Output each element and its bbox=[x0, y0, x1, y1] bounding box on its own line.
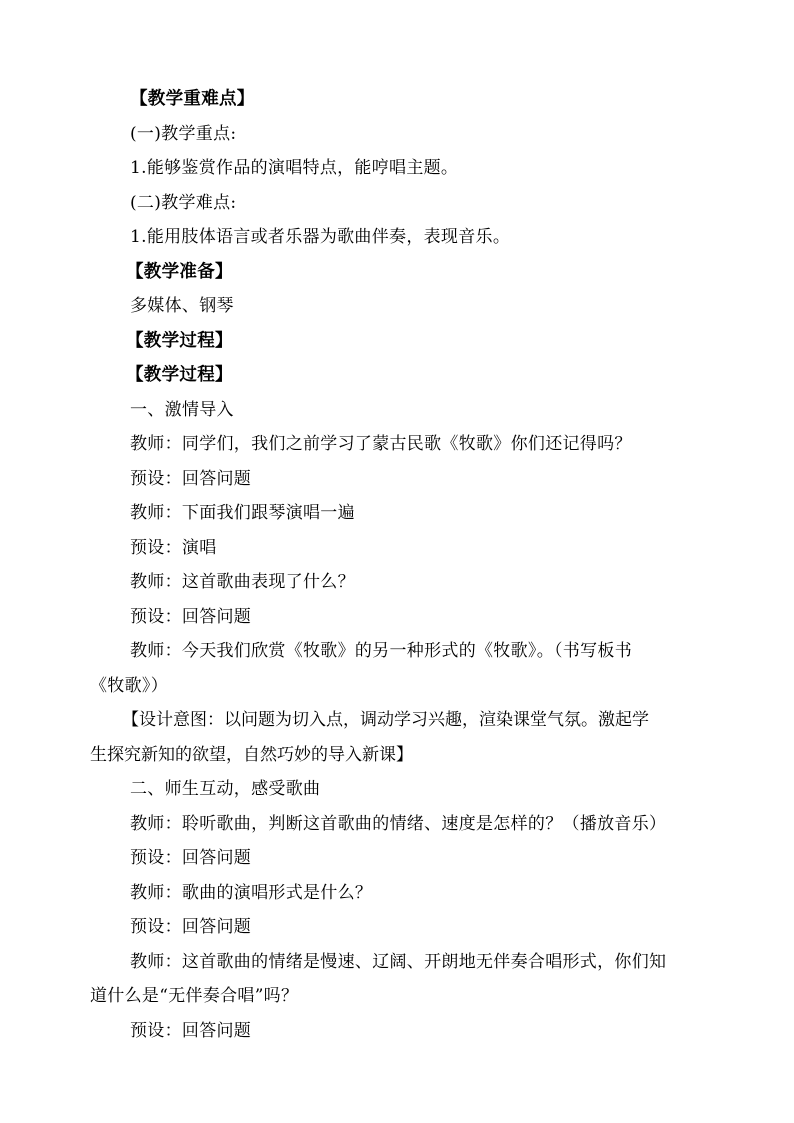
heading-process: 【教学过程】 bbox=[126, 330, 233, 351]
design-intent bbox=[90, 703, 710, 772]
paragraph-line: 道什么是“无伴奏合唱”吗？ bbox=[90, 986, 299, 1006]
subheading-difficult-points: (二)教学难点: bbox=[130, 192, 237, 213]
section-interaction-title: 二、师生互动，感受歌曲 bbox=[130, 779, 321, 799]
paragraph: 预设：演唱 bbox=[130, 537, 217, 558]
paragraph-line: 教师：今天我们欣赏《牧歌》的另一种形式的《牧歌》。（书写板书 bbox=[130, 641, 632, 661]
paragraph: 教师：这首歌曲表现了什么？ bbox=[130, 572, 355, 592]
paragraph: 教师：下面我们跟琴演唱一遍 bbox=[130, 503, 355, 523]
heading-key-points: 【教学重难点】 bbox=[130, 89, 255, 109]
key-point-item: 1.能够鉴赏作品的演唱特点，能哼唱主题。 bbox=[130, 158, 459, 178]
paragraph bbox=[90, 634, 710, 703]
heading-preparation: 【教学准备】 bbox=[126, 261, 233, 282]
document-body bbox=[90, 82, 710, 1048]
paragraph: 教师：同学们，我们之前学习了蒙古民歌《牧歌》你们还记得吗？ bbox=[130, 434, 632, 454]
paragraph: 预设：回答问题 bbox=[130, 848, 252, 868]
subheading-key-points: (一)教学重点: bbox=[130, 123, 237, 144]
paragraph bbox=[90, 945, 710, 1014]
paragraph: 教师：歌曲的演唱形式是什么？ bbox=[130, 882, 373, 903]
paragraph-line: 《牧歌》） bbox=[90, 675, 168, 696]
difficult-point-item: 1.能用肢体语言或者乐器为歌曲伴奏，表现音乐。 bbox=[130, 227, 511, 247]
paragraph: 预设：回答问题 bbox=[130, 917, 252, 937]
design-intent-line: 【设计意图：以问题为切入点，调动学习兴趣，渲染课堂气氛。激起学 bbox=[122, 710, 649, 730]
paragraph: 预设：回答问题 bbox=[130, 468, 252, 489]
preparation-text: 多媒体、钢琴 bbox=[130, 296, 234, 316]
design-intent-line: 生探究新知的欲望，自然巧妙的导入新课】 bbox=[90, 744, 413, 765]
paragraph: 预设：回答问题 bbox=[130, 1020, 252, 1041]
heading-process-repeat: 【教学过程】 bbox=[126, 365, 233, 385]
paragraph: 预设：回答问题 bbox=[130, 606, 252, 627]
paragraph: 教师：聆听歌曲，判断这首歌曲的情绪、速度是怎样的？（播放音乐） bbox=[130, 813, 667, 834]
section-intro-title: 一、激情导入 bbox=[130, 399, 234, 420]
paragraph-line: 教师：这首歌曲的情绪是慢速、辽阔、开朗地无伴奏合唱形式，你们知 bbox=[130, 951, 667, 972]
